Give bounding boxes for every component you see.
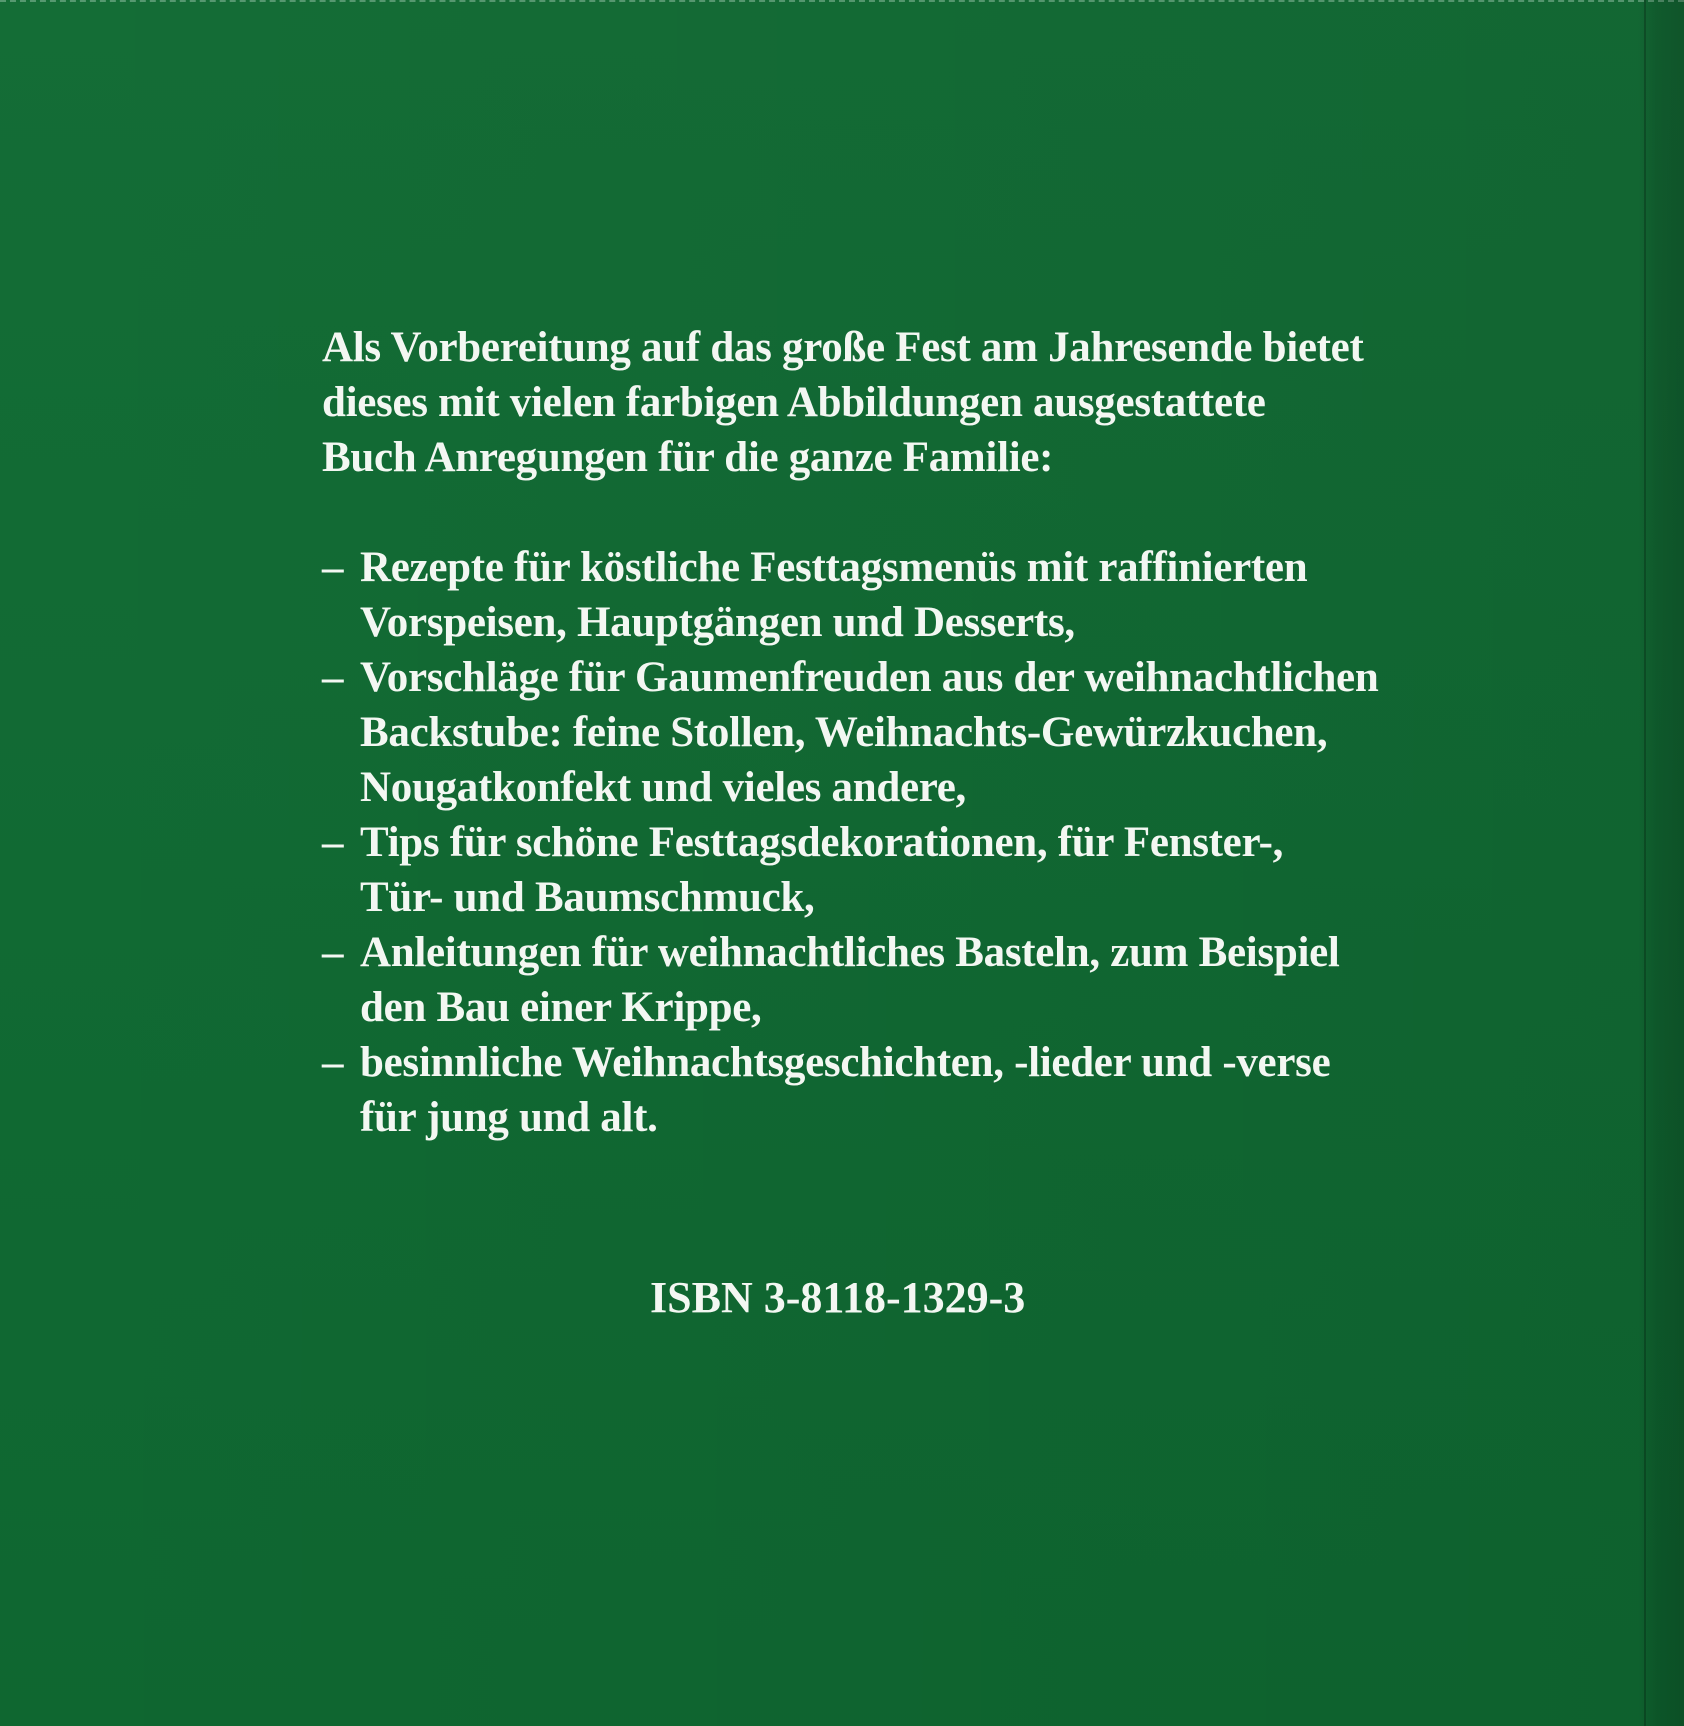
spine-line — [1644, 0, 1646, 1726]
top-edge-perforation — [0, 0, 1684, 6]
list-item-line: Tips für schöne Festtagsdekorationen, für Fenster-, — [360, 819, 1284, 866]
intro-line: Buch Anregungen für die ganze Familie: — [322, 434, 1054, 481]
list-dash: – — [322, 544, 344, 591]
list-item-line: Rezepte für köstliche Festtagsmenüs mit raffinierten — [360, 544, 1308, 591]
list-item-line: für jung und alt. — [360, 1094, 658, 1141]
list-item — [322, 1035, 1382, 1145]
list-item-line: den Bau einer Krippe, — [360, 984, 762, 1031]
list-dash: – — [322, 819, 344, 866]
list-item-line: Tür- und Baumschmuck, — [360, 874, 815, 921]
list-dash: – — [322, 929, 344, 976]
feature-list — [322, 540, 1382, 1145]
list-item-line: Vorspeisen, Hauptgängen und Desserts, — [360, 599, 1075, 646]
list-item-line: Nougatkonfekt und vieles andere, — [360, 764, 967, 811]
list-item — [322, 815, 1382, 925]
list-item-line: Backstube: feine Stollen, Weihnachts-Gewürzkuchen, — [360, 709, 1328, 756]
intro-line: Als Vorbereitung auf das große Fest am Jahresende bietet — [322, 324, 1364, 371]
list-item-line: Vorschläge für Gaumenfreuden aus der weihnachtlichen — [360, 654, 1379, 701]
isbn-number: ISBN 3-8118-1329-3 — [650, 1273, 1026, 1322]
list-dash: – — [322, 654, 344, 701]
cover-text-block — [322, 320, 1382, 1145]
list-item-line: besinnliche Weihnachtsgeschichten, -lieder und -verse — [360, 1039, 1331, 1086]
list-item — [322, 650, 1382, 815]
list-item-line: Anleitungen für weihnachtliches Basteln, zum Beispiel — [360, 929, 1340, 976]
intro-paragraph — [322, 320, 1382, 485]
list-dash: – — [322, 1039, 344, 1086]
list-item — [322, 540, 1382, 650]
list-item — [322, 925, 1382, 1035]
intro-line: dieses mit vielen farbigen Abbildungen ausgestattete — [322, 379, 1266, 426]
